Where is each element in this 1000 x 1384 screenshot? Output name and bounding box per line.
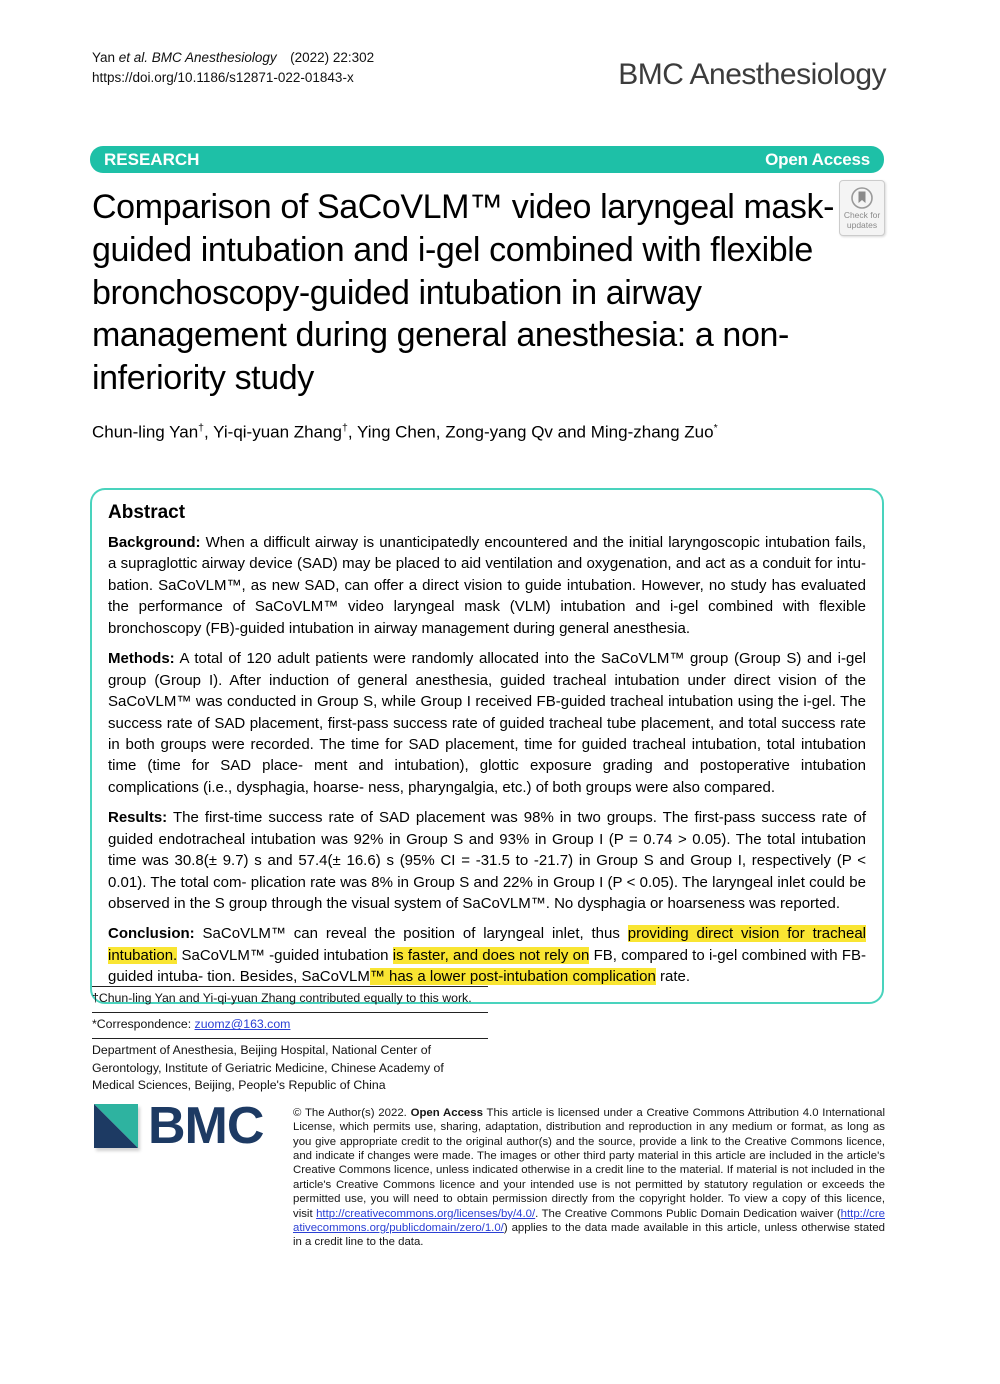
text-segment: ™ has a lower post-intubation complication: [369, 968, 656, 986]
research-label: RESEARCH: [104, 149, 200, 169]
text-segment: ) applies to the data made available in this article, unless otherwise stated in a credit line to the data.: [293, 1221, 885, 1249]
text-segment: Open Access: [410, 1107, 483, 1119]
text-segment: A total of 120 adult patients were randomly allocated into the SaCoVLM™ group (Group S) and i-gel group (Group I). After induction of general anesthesia, guided tracheal intubation under direct vision of the SaCoVLM™ was conducted in Group S, while Group I received FB-guided tracheal intubation using the i-gel. The success rate of SAD placement, first-pass success rate of guided tracheal tube placement, and total success rate in both groups were recorded. The time for SAD placement, time for guided tracheal intubation, total intubation time (time for SAD place- ment and intubation), glottic exposure grading and postoperative intubation complications (i.e., dysphagia, hoarse- ness, pharyngalgia, etc.) of both groups were also compared.: [108, 650, 866, 796]
text-segment: SaCoVLM™ can reveal the position of laryngeal inlet, thus: [202, 925, 628, 943]
cc-by-license-link[interactable]: http://creativecommons.org/licenses/by/4.0/: [316, 1207, 536, 1220]
abstract-results: [108, 807, 866, 914]
correspondence-email-link[interactable]: zuomz@163.com: [194, 1017, 291, 1032]
text-segment: et al. BMC Anesthesiology: [118, 50, 277, 65]
cc-zero-waiver-link[interactable]: http://creativecommons.org/publicdomain/zero/1.0/: [293, 1207, 885, 1234]
text-segment: FB, compared to i-gel combined with FB-guided intuba- tion. Besides, SaCoVLM: [108, 946, 866, 986]
text-segment: SaCoVLM™ -guided intubation: [177, 946, 393, 964]
abstract-background: [108, 532, 866, 639]
text-segment: rate.: [655, 968, 690, 986]
text-segment: © The Author(s) 2022.: [293, 1107, 411, 1119]
text-segment: This article is licensed under a Creative Commons Attribution 4.0 International License, which permits use, sharing, adaptation, distribution and reproduction in any medium or format, as long as you give appropriate credit to the original author(s) and the source, provide a link to the Creative Commons licence, and indicate if changes were made. The images or other third party material in this article are included in the article's Creative Commons licence, unless indicated otherwise in a credit line to the material. If material is not included in the article's Creative Commons licence and your intended use is not permitted by statutory regulation or exceeds the permitted use, you will need to obtain permission directly from the copyright holder. To view a copy of this licence, visit: [293, 1107, 885, 1220]
text-segment: †: [198, 422, 205, 434]
section-text: [108, 534, 866, 637]
abstract-conclusion: [108, 923, 866, 987]
section-text: [108, 650, 866, 796]
section-label: Results:: [108, 809, 168, 827]
section-label: Conclusion:: [108, 925, 195, 943]
text-segment: †: [342, 422, 348, 434]
bmc-logo-text: BMC: [148, 1097, 264, 1155]
text-segment: The first-time success rate of SAD placement was 98% in two groups. The first-pass success rate of guided endotracheal intubation was 92% in Group S and 93% in Group I (P = 0.74 > 0.05). The total intubation time was 30.8(± 9.7) s and 57.4(± 16.6) s (95% CI = -31.5 to -21.7) in Group S and Group I, respectively (P < 0.01). The total com- plication rate was 8% in Group S and 22% in Group I (P < 0.05). The laryngeal inlet could be observed in the S group through the visual system of SaCoVLM™. No dysphagia or hoarseness was reported.: [108, 809, 866, 912]
open-access-label: Open Access: [765, 149, 870, 169]
section-text: [108, 925, 866, 985]
affiliation-note: Department of Anesthesia, Beijing Hospital, National Center of Gerontology, Institute of Geriatric Medicine, Chinese Academy of Medical Sciences, Beijing, People's Republic of China: [92, 1038, 488, 1099]
text-segment: Chun-ling Yan: [92, 422, 199, 442]
section-label: Methods:: [108, 650, 175, 668]
abstract-heading: Abstract: [108, 502, 186, 523]
article-title: Comparison of SaCoVLM™ video laryngeal mask-guided intubation and i-gel combined with flexible bronchoscopy-guided intubation in airway management during general anesthesia: a non-inferiority study: [92, 188, 835, 398]
text-segment: , Ying Chen, Zong-yang Qv and Ming-zhang Zuo: [347, 422, 714, 442]
research-banner: [90, 146, 884, 173]
bmc-logo: [94, 1097, 264, 1155]
text-segment: When a difficult airway is unanticipatedly encountered and the initial laryngoscopic intubation fails, a supraglottic airway device (SAD) may be placed to aid ventilation and oxygenation, and act as a conduit for intu- bation. SaCoVLM™, as new SAD, can offer a direct vision to guide intubation. However, no study has evaluated the performance of SaCoVLM™ video laryngeal mask (VLM) intubation and i-gel combined with flexible bronchoscopy (FB)-guided intubation in airway management during general anesthesia.: [108, 534, 866, 637]
doi-line: https://doi.org/10.1186/s12871-022-01843-x: [92, 69, 354, 85]
text-segment: *Correspondence:: [92, 1017, 195, 1032]
text-segment: Yan: [92, 50, 119, 65]
text-segment: (2022) 22:302: [276, 50, 375, 65]
abstract-methods: [108, 648, 866, 798]
running-head: [92, 48, 374, 87]
section-text: [108, 809, 866, 912]
text-segment: . The Creative Commons Public Domain Dedication waiver (: [535, 1207, 841, 1220]
text-segment: is faster, and does not rely on: [392, 946, 590, 964]
citation-line: [92, 48, 374, 68]
correspondence-note: [92, 1012, 488, 1038]
section-label: Background:: [108, 534, 201, 551]
footnotes: [92, 986, 488, 1099]
equal-contribution-note: †Chun-ling Yan and Yi-qi-yuan Zhang contributed equally to this work.: [92, 986, 488, 1012]
check-badge-label: Check for updates: [843, 209, 881, 230]
text-segment: , Yi-qi-yuan Zhang: [204, 422, 342, 442]
text-segment: providing direct vision for tracheal intubation.: [108, 925, 866, 964]
bmc-logo-mark: [94, 1104, 138, 1148]
abstract-box: [90, 488, 884, 1004]
license-paragraph: [293, 1106, 885, 1250]
text-segment: *: [713, 422, 718, 434]
journal-name: BMC Anesthesiology: [618, 58, 886, 91]
author-list: [92, 422, 718, 443]
